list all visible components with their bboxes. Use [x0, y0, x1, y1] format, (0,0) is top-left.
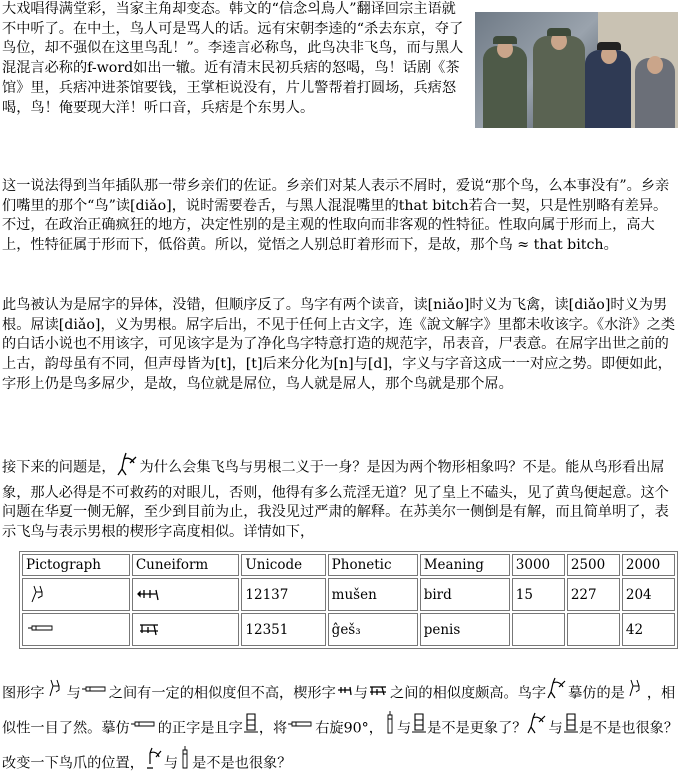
bird-pictograph-icon: [45, 677, 67, 710]
comparison-text: 与: [66, 685, 81, 702]
paragraph-villagers: 这一说法得到当年插队那一带乡亲们的佐证。乡亲们对某人表示不屑时，爱说“那个鸟，么本事没有”。乡亲们嘴里的那个“鸟”读[diǎo]，说时需要卷舌，与黑人混混嘴里的that bitch若合一契，只是性别略有差异。不过，在政治正确疯狂的地方，决定性别的是主观的性取向而非客观的性特征。性取向属于形而上，高大上，性特征属于形而下，低俗黄。所以，觉悟之人别总盯着形而下，是故，那个鸟 ≈ that bitch。: [2, 178, 670, 254]
cuneiform-comparison-table: [19, 551, 678, 649]
bird-oracle-glyph-icon: [546, 676, 568, 711]
rotated-penis-pictograph-icon: [383, 711, 397, 746]
count-3000-cell: [512, 613, 565, 646]
comparison-text: 的正字是且字: [157, 720, 243, 737]
penis-pictograph-icon: [22, 613, 130, 646]
meaning-cell: penis: [420, 613, 510, 646]
header-2000: 2000: [622, 554, 675, 576]
penis-cuneiform-icon: [368, 679, 390, 708]
unicode-cell: 12351: [241, 613, 325, 646]
penis-cuneiform-icon: [132, 613, 240, 646]
header-3000: 3000: [512, 554, 565, 576]
meaning-cell: bird: [420, 578, 510, 611]
unicode-cell: 12137: [241, 578, 325, 611]
comparison-text: 之间有一定的相似度但不高，楔形字: [108, 685, 336, 702]
bird-pictograph-icon: [22, 578, 130, 611]
comparison-text: 摹仿的是: [568, 685, 625, 702]
header-phonetic: Phonetic: [328, 554, 418, 576]
comparison-text: ，相似性一目了然。摹仿: [2, 685, 676, 737]
header-pictograph: Pictograph: [22, 554, 130, 576]
bird-cuneiform-icon: [132, 578, 240, 611]
comparison-text: 右旋90°，: [315, 720, 383, 737]
comparison-text: 是不是更象了？: [427, 720, 527, 737]
header-unicode: Unicode: [241, 554, 325, 576]
penis-pictograph-icon: [81, 679, 109, 708]
comparison-text: 图形字: [2, 685, 45, 702]
count-2500-cell: [567, 613, 620, 646]
header-cuneiform: Cuneiform: [132, 554, 240, 576]
bird-oracle-glyph-icon: [116, 451, 140, 484]
table-row: [22, 578, 675, 611]
count-3000-cell: 15: [512, 578, 565, 611]
bird-cuneiform-icon: [336, 679, 354, 708]
paragraph-question: [2, 451, 678, 543]
bird-pictograph-icon: [625, 677, 647, 710]
header-2500: 2500: [567, 554, 620, 576]
phonetic-cell: ĝeš₃: [328, 613, 418, 646]
count-2000-cell: 204: [622, 578, 675, 611]
comparison-text: 之间的相似度颇高。鸟字: [390, 685, 547, 702]
paragraph-glyph-comparison: [2, 676, 678, 781]
table-header-row: [22, 554, 675, 576]
comparison-text: 与: [548, 720, 563, 737]
comparison-text: 与: [353, 685, 368, 702]
comparison-text: 与: [163, 755, 179, 772]
drama-still-photo: [475, 12, 678, 128]
qie-glyph-icon: [243, 712, 259, 745]
comparison-text: 是不是也很象？: [192, 755, 292, 772]
paragraph-diao-character: 此鸟被认为是屌字的异体，没错，但顺序反了。鸟字有两个读音，读[niǎo]时义为飞禽，读[diǎo]时义为男根。屌读[diǎo]，义为男根。屌字后出，不见于任何上古文字，连《說文解字》里都未收该字。《水浒》之类的白话小说也不用该字，可见该字是为了净化鸟字特意打造的规范字，吊表音，尸表意。在屌字出世之前的上古，韵母虽有不同，但声母皆为[t]，[t]后来分化为[n]与[d]，字义与字音这成一一对应之势。即便如此，字形上仍是鸟多屌少，是故，鸟位就是屌位，鸟人就是屌人，那个鸟就是那个屌。: [2, 297, 676, 392]
comparison-text: ，将: [258, 720, 288, 737]
phonetic-cell: mušen: [328, 578, 418, 611]
count-2500-cell: 227: [567, 578, 620, 611]
penis-pictograph-icon: [287, 714, 315, 743]
qie-glyph-icon: [411, 712, 427, 745]
comparison-text: 是不是也很象？改变一下鸟爪的位置，: [2, 720, 679, 772]
count-2000-cell: 42: [622, 613, 675, 646]
penis-pictograph-icon: [130, 714, 158, 743]
qie-glyph-icon: [563, 712, 579, 745]
table-row: [22, 613, 675, 646]
header-meaning: Meaning: [420, 554, 510, 576]
paragraph-intro: 大戏唱得满堂彩，当家主角却变态。韩文的“信念의鳥人”翻译回宗主语就不中听了。在中土，鸟人可是骂人的话。远有宋朝李逵的“杀去东京，夺了鸟位，却不强似在这里鸟乱！”。李逵言必称鸟，此鸟决非飞鸟，而与黑人混混言必称的f-word如出一辙。近有清末民初兵痞的怒喝，鸟！话剧《茶馆》里，兵痞冲进茶馆要钱，王掌柜说没有，片儿警帮着打圆场，兵痞怒喝，鸟！俺要现大洋！听口音，兵痞是个东男人。: [2, 1, 464, 116]
bird-oracle-glyph-icon: [526, 711, 548, 746]
question-text-rest: 为什么会集飞鸟与男根二义于一身？是因为两个物形相象吗？不是。能从鸟形看出屌象，那人必得是不可救药的对眼儿，否则，他得有多么荒淫无道？见了皇上不磕头，见了黄鸟便起意。这个问题在华夏一侧无解，至少到目前为止，我没见过严肃的解释。在苏美尔一侧倒是有解，而且简单明了，表示飞鸟与表示男根的楔形字高度相似。详情如下，: [2, 459, 669, 541]
question-text-start: 接下来的问题是，: [2, 459, 116, 476]
comparison-text: 与: [396, 720, 412, 737]
